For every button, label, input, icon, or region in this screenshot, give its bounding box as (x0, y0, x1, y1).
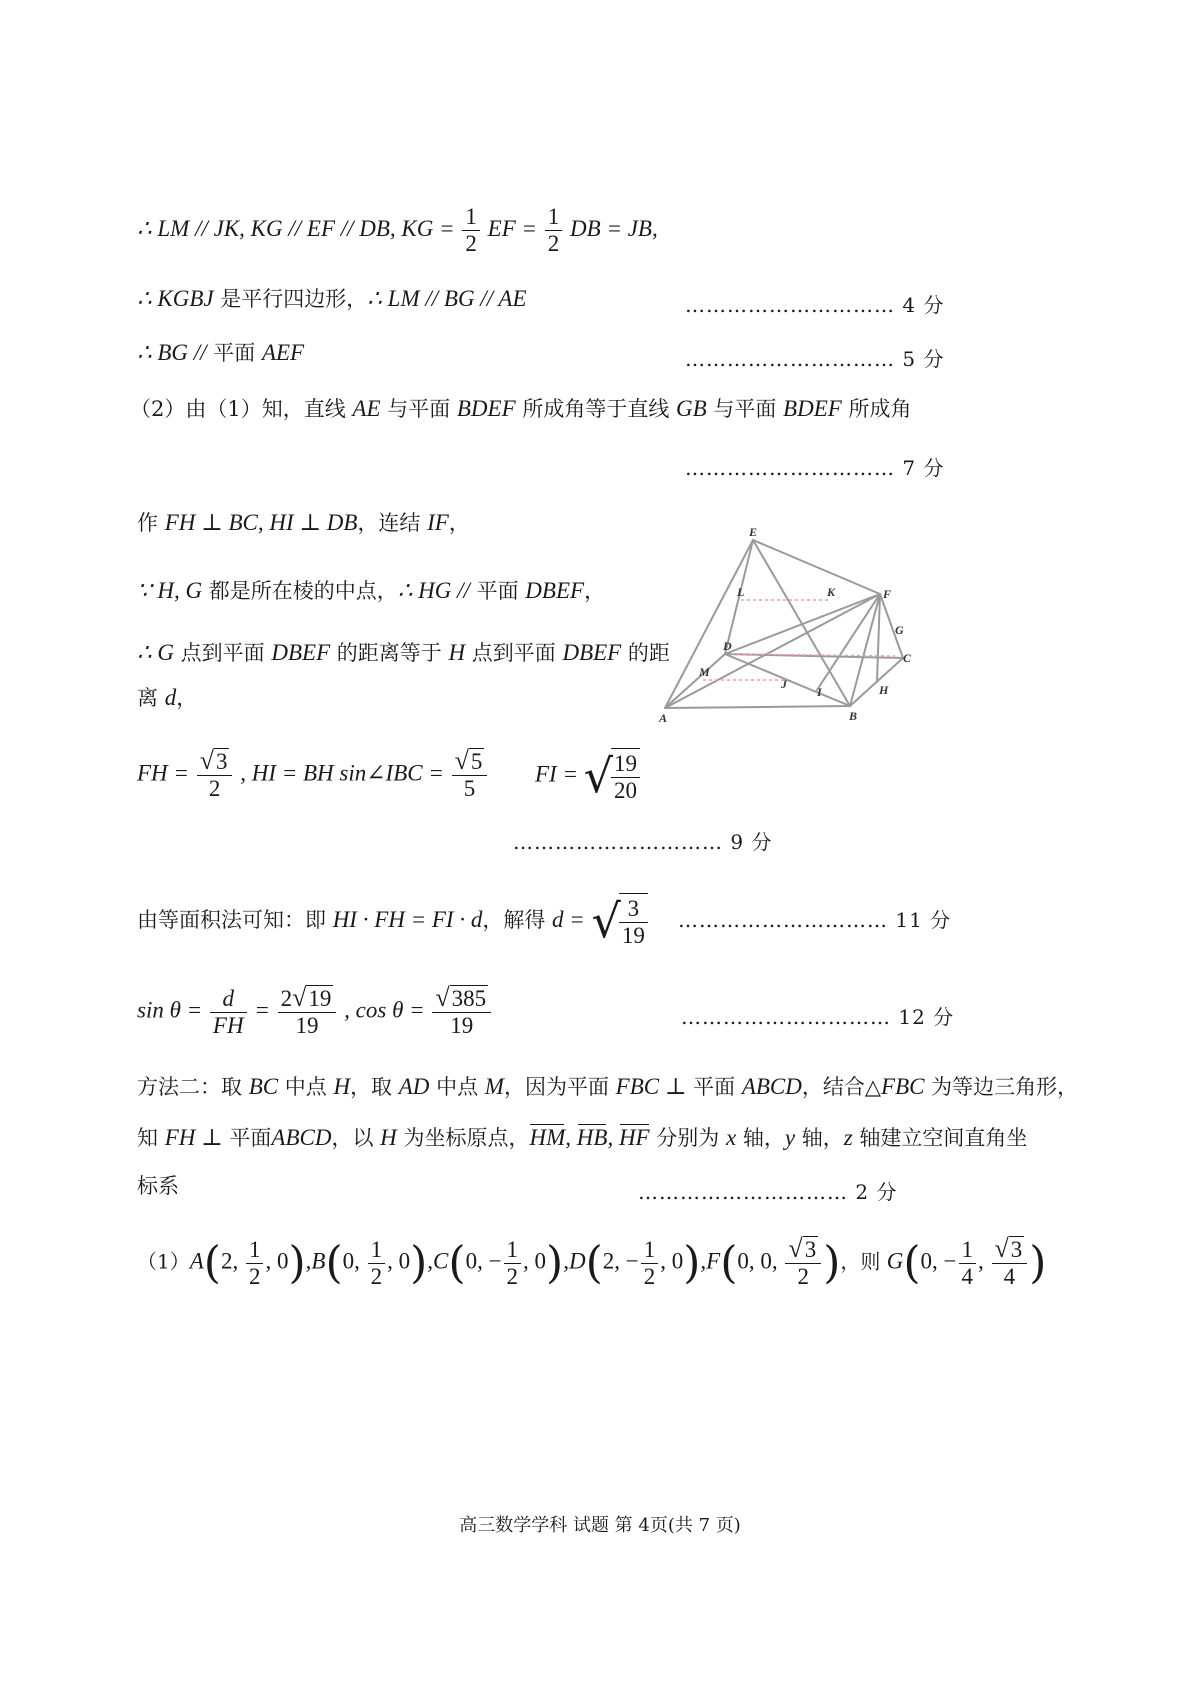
label-I: I (817, 685, 822, 699)
page-footer: 高三数学学科 试题 第 4页(共 7 页) (459, 1515, 741, 1536)
edge-EF (753, 540, 880, 594)
label-E: E (749, 525, 758, 539)
score-9: ………………………… 9 分 (513, 830, 773, 854)
line-2: ∴ KGBJ 是平行四边形，∴ LM // BG // AE (137, 286, 527, 311)
edge-FD (725, 594, 880, 654)
text: EF = (487, 216, 538, 242)
fraction-sqrt5-over-5: √ 5 5 (452, 748, 488, 803)
score-11: ………………………… 11 分 (678, 908, 952, 932)
vector-HF: HF (618, 1125, 650, 1150)
line-15: （1）A(2, $\frac{1}{2}$ , 0),B(0, $\frac{1}{2}$ , 0),C(0, − $\frac{1}{2}$ , 0),D(2, − $\frac{1}{2}$ , 0),F(0, 0, √ 3 2 )，则 G(0, − $\frac{1}{4}$ , √ 3 4 ) (137, 1234, 1047, 1290)
vector-HM: HM (529, 1125, 566, 1150)
line-9: FH = √ 3 2 , HI = BH sin∠IBC = √ 5 5 (137, 748, 489, 803)
label-A: A (659, 711, 668, 725)
label-K: K (827, 585, 836, 599)
line-8: 离 d， (137, 685, 198, 710)
score-7: ………………………… 7 分 (685, 456, 945, 480)
label-H: H (879, 683, 889, 697)
score-12: ………………………… 12 分 (681, 1005, 955, 1029)
edge-DB (725, 654, 850, 706)
sqrt-19-over-20: √ $\frac{19}{20}$ (584, 748, 642, 805)
edge-AF (665, 594, 880, 708)
line-3: ∴ BG // 平面 AEF (137, 340, 305, 365)
fraction-2sqrt19-over-19: 2 √ 19 19 (278, 985, 337, 1040)
label-J: J (781, 677, 787, 691)
sqrt-3-over-19: √ $\frac{3}{19}$ (592, 893, 650, 950)
edge-FI (817, 594, 880, 690)
fraction: $\frac{1}{2}$ (462, 204, 480, 258)
line-7: ∴ G 点到平面 DBEF 的距离等于 H 点到平面 DBEF 的距 (137, 640, 670, 665)
text: ∴ LM // JK, KG // EF // DB, KG = (137, 216, 455, 242)
line-11: sin θ = $\frac{d}{FH}$ = 2 √ 19 19 , cos θ = √ 385 19 (137, 985, 493, 1040)
vector-HB: HB (576, 1125, 608, 1150)
label-D: D (723, 639, 732, 653)
fraction-sqrt3-over-2: √ 3 2 (197, 748, 233, 803)
label-L: L (737, 585, 745, 599)
edge-AB (665, 706, 850, 708)
fraction-d-over-FH: $\frac{d}{FH}$ (210, 986, 247, 1040)
text: DB = JB, (570, 216, 658, 242)
score-5: ………………………… 5 分 (685, 347, 945, 371)
fraction: $\frac{1}{2}$ (545, 204, 563, 258)
label-F: F (883, 587, 892, 601)
line-13: 知 FH ⊥ 平面ABCD，以 H 为坐标原点，HM, HB, HF 分别为 x 轴，y 轴，z 轴建立空间直角坐 (137, 1125, 1028, 1150)
edge-BF (850, 594, 880, 706)
edge-EB (753, 540, 850, 706)
line-4: （2）由（1）知，直线 AE 与平面 BDEF 所成角等于直线 GB 与平面 BDEF 所成角 (130, 396, 912, 421)
geometry-figure (645, 522, 930, 734)
fraction-sqrt385-over-19: √ 385 19 (432, 985, 491, 1040)
line-10: 由等面积法可知：即 HI · FH = FI · d，解得 d = √ $\frac{3}{19}$ (137, 893, 650, 950)
score-4: ………………………… 4 分 (685, 293, 945, 317)
line-6: ∵ H, G 都是所在棱的中点，∴ HG // 平面 DBEF， (137, 578, 606, 603)
label-B: B (849, 709, 858, 723)
edge-AE (665, 540, 753, 708)
line-12: 方法二：取 BC 中点 H，取 AD 中点 M，因为平面 FBC ⊥ 平面 ABCD，结合△FBC 为等边三角形， (137, 1074, 1079, 1099)
line-1 (137, 204, 658, 258)
label-G: G (895, 623, 904, 637)
line-5: 作 FH ⊥ BC, HI ⊥ DB，连结 IF， (137, 510, 470, 535)
label-C: C (903, 651, 912, 665)
label-M: M (699, 665, 710, 679)
line-9-fi: FI = √ $\frac{19}{20}$ (535, 748, 642, 805)
line-14: 标系 (137, 1174, 179, 1198)
score-2: ………………………… 2 分 (638, 1180, 898, 1204)
